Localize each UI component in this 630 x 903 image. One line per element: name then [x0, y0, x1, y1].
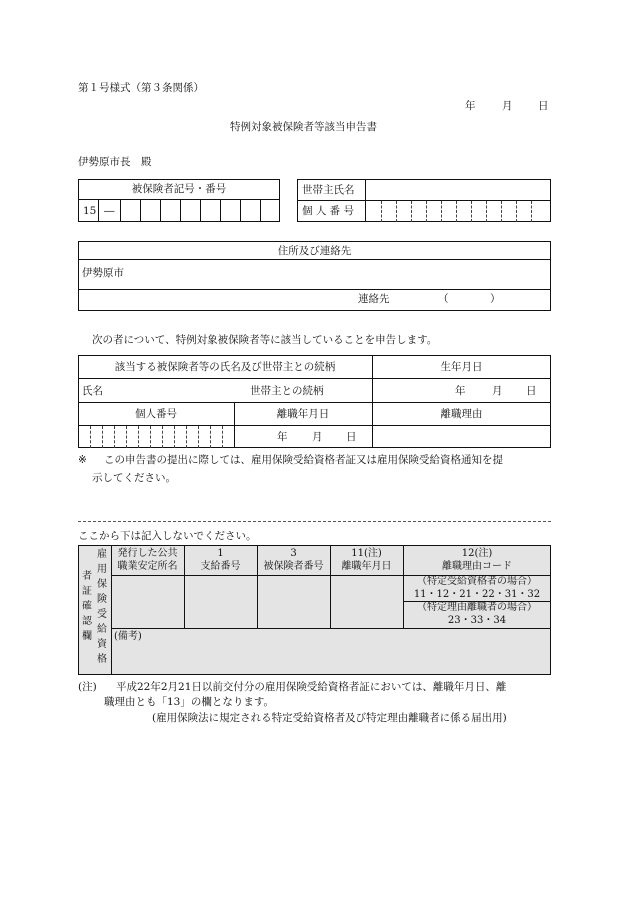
- divider: [365, 179, 366, 222]
- birth-month-label: 月: [492, 385, 503, 397]
- side-label-char: 証: [82, 586, 92, 597]
- note-line-1: この申告書の提出に際しては、雇用保険受給資格者証又は雇用保険受給資格通知を提: [104, 454, 503, 466]
- side-label-char: 保: [97, 579, 107, 590]
- leave-reason-input[interactable]: [375, 427, 548, 446]
- cut-line: [78, 521, 551, 522]
- divider: [98, 199, 99, 222]
- side-label-char: 険: [97, 594, 107, 605]
- specific-reason-label: （特定理由離職者の場合）: [417, 602, 537, 613]
- birth-year-label: 年: [455, 385, 466, 397]
- insured-number-input[interactable]: [121, 201, 259, 220]
- insured-prefix: 15: [83, 205, 97, 217]
- leave-month-label: 月: [312, 431, 323, 443]
- divider: [297, 200, 551, 201]
- personal-number-header: 個人番号: [135, 408, 177, 420]
- footnote-line-1: 平成22年2月21日以前交付分の雇用保険受給資格者証においては、離職年月日、離: [116, 681, 507, 693]
- side-label-char: 資: [97, 639, 107, 650]
- specific-eligible-codes: 11・12・21・22・31・32: [413, 589, 541, 600]
- specific-reason-codes: 23・33・34: [447, 615, 507, 626]
- divider: [78, 259, 551, 260]
- name-label: 氏名: [82, 385, 103, 397]
- address-header: 住所及び連絡先: [277, 245, 352, 257]
- address-input[interactable]: [130, 262, 548, 287]
- leave-day-label: 日: [346, 431, 357, 443]
- contact-input[interactable]: [452, 292, 488, 308]
- footnote-line-2: 職理由とも「13」の欄となります。: [104, 696, 275, 708]
- paren-open: （: [438, 293, 449, 305]
- col11-label: 離職年月日: [341, 561, 392, 572]
- leave-reason-header: 離職理由: [440, 408, 483, 420]
- relation-input[interactable]: [332, 381, 370, 400]
- name-input[interactable]: [110, 381, 245, 400]
- household-head-name-input[interactable]: [367, 181, 549, 199]
- footer-note: (雇用保険法に規定される特定受給資格者及び特定理由離職者に係る届出用): [152, 712, 507, 724]
- divider: [111, 628, 551, 629]
- col12-number: 12(注): [461, 548, 493, 559]
- birth-day-label: 日: [526, 385, 537, 397]
- declaration-text: 次の者について、特例対象被保険者等に該当していることを申告します。: [92, 334, 438, 346]
- col1-label: 支給番号: [200, 561, 241, 572]
- side-label-char: 者: [82, 571, 92, 582]
- side-label-char: 格: [97, 654, 107, 665]
- side-label-char: 認: [82, 616, 92, 627]
- birth-date-header: 生年月日: [440, 361, 483, 373]
- date-day-label: 日: [538, 100, 549, 112]
- person-personal-number-input[interactable]: [80, 427, 232, 446]
- leave-date-input[interactable]: [237, 427, 370, 446]
- col3-label: 被保険者番号: [263, 561, 324, 572]
- insured-number-header: 被保険者記号・番号: [131, 183, 227, 195]
- divider: [78, 378, 551, 379]
- side-label-char: 雇: [97, 549, 107, 560]
- specific-eligible-label: （特定受給資格者の場合）: [417, 576, 537, 587]
- date-month-label: 月: [502, 100, 513, 112]
- divider: [78, 289, 551, 290]
- col12-label: 離職理由コード: [442, 561, 512, 572]
- note-mark: ※: [78, 454, 87, 466]
- side-label-char: 欄: [82, 631, 92, 642]
- address-city: 伊勢原市: [82, 267, 124, 279]
- birth-date-input[interactable]: [376, 381, 548, 400]
- leave-year-label: 年: [277, 431, 288, 443]
- paren-close: ）: [490, 293, 501, 305]
- issuer-header-line-1: 発行した公共: [117, 548, 178, 559]
- issuer-header-line-2: 職業安定所名: [117, 561, 178, 572]
- divider: [78, 402, 551, 403]
- footnote-mark: (注): [78, 681, 97, 693]
- col11-number: 11(注): [351, 548, 382, 559]
- note-line-2: 示してください。: [92, 472, 176, 484]
- divider: [260, 199, 261, 222]
- divider: [78, 425, 551, 426]
- household-head-name-label: 世帯主氏名: [302, 184, 355, 196]
- side-label-char: 確: [82, 601, 92, 612]
- addressee: 伊勢原市長 殿: [78, 156, 152, 168]
- divider: [78, 199, 280, 200]
- side-label-char: 受: [97, 609, 107, 620]
- relation-label: 世帯主との続柄: [250, 385, 324, 397]
- contact-label: 連絡先: [358, 293, 390, 305]
- form-number: 第１号様式（第３条関係）: [78, 82, 204, 94]
- col3-number: 3: [290, 548, 297, 559]
- household-personal-number-label: 個 人 番 号: [302, 205, 355, 217]
- name-relation-header: 該当する被保険者等の氏名及び世帯主との続柄: [114, 361, 336, 373]
- col1-number: 1: [217, 548, 224, 559]
- remarks-label: (備考): [114, 631, 142, 642]
- date-year-label: 年: [465, 100, 476, 112]
- page-title: 特例対象被保険者等該当申告書: [230, 121, 377, 133]
- side-label-char: 給: [97, 624, 107, 635]
- insured-dash: ―: [104, 205, 115, 217]
- household-personal-number-input[interactable]: [367, 202, 549, 220]
- side-label-char: 用: [97, 564, 107, 575]
- office-use-only-label: ここから下は記入しないでください。: [78, 530, 257, 542]
- leave-date-header: 離職年月日: [276, 408, 330, 420]
